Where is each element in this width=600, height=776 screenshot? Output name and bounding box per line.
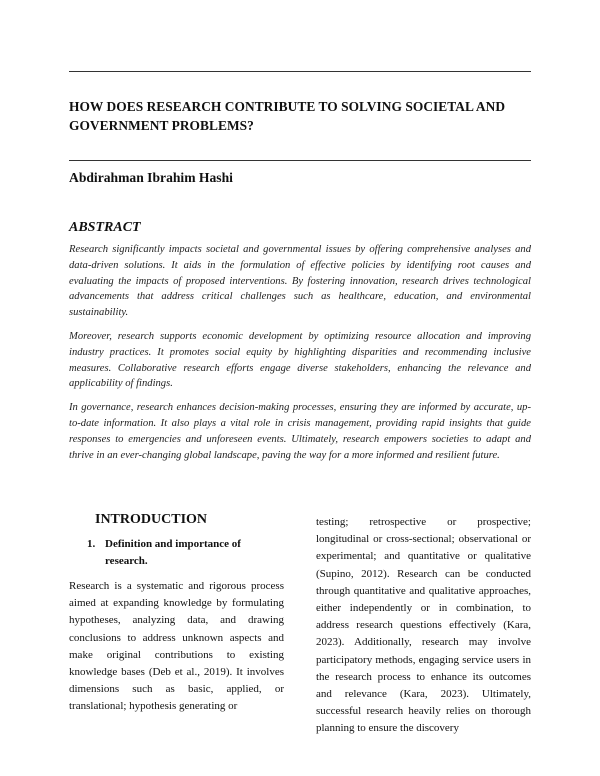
- abstract-paragraph: Moreover, research supports economic development by optimizing resource allocation and improving industry practices. It promotes social equity by highlighting disparities and recommending inclusive measures. Collaborative research efforts engage diverse stakeholders, enhancing the relevance and applicability of findings.: [69, 330, 531, 390]
- subsection-number: 1.: [87, 538, 96, 550]
- body-text-left-column: Research is a systematic and rigorous process aimed at expanding knowledge by formulating hypotheses, analyzing data, and drawing conclusions to address unknown aspects and make original contributions to existing knowledge bases (Deb et al., 2019). It involves dimensions such as basic, applied, or translational; hypothesis generating or: [69, 580, 284, 713]
- subsection-title: Definition and importance of research.: [105, 538, 241, 567]
- author-name: Abdirahman Ibrahim Hashi: [69, 170, 233, 185]
- abstract-paragraph: In governance, research enhances decision-making processes, ensuring they are informed by accurate, up-to-date information. It also plays a vital role in crisis management, providing rapid insights that guide responses to emergencies and unforeseen events. Ultimately, research empowers societies to adapt and thrive in an ever-changing global landscape, paving the way for a more informed and resilient future.: [69, 402, 531, 461]
- abstract-paragraph: Research significantly impacts societal and governmental issues by offering comprehensive analyses and data-driven solutions. It aids in the formulation of effective policies by identifying root causes and evaluating the impacts of proposed interventions. By fostering innovation, research drives technological advancements that address critical challenges such as healthcare, education, and environmental sustainability.: [69, 244, 531, 319]
- top-rule: [69, 71, 531, 72]
- abstract-body: [69, 242, 531, 471]
- paper-title: HOW DOES RESEARCH CONTRIBUTE TO SOLVING SOCIETAL AND GOVERNMENT PROBLEMS?: [69, 99, 506, 133]
- abstract-heading: ABSTRACT: [69, 220, 141, 235]
- subsection-heading: [87, 536, 287, 570]
- body-text-right-column: testing; retrospective or prospective; longitudinal or cross-sectional; observational or experimental; and quantitative or qualitative (Supino, 2012). Research can be conducted through quantitative and qualitative approaches, either independently or in combination, to address research questions effectively (Kara, 2023). Additionally, research may involve participatory methods, engaging service users in the research process to enhance its outcomes and relevance (Kara, 2023). Ultimately, successful research heavily relies on thorough planning to ensure the discovery: [316, 516, 531, 735]
- introduction-heading: INTRODUCTION: [95, 512, 208, 527]
- title-rule: [69, 160, 531, 161]
